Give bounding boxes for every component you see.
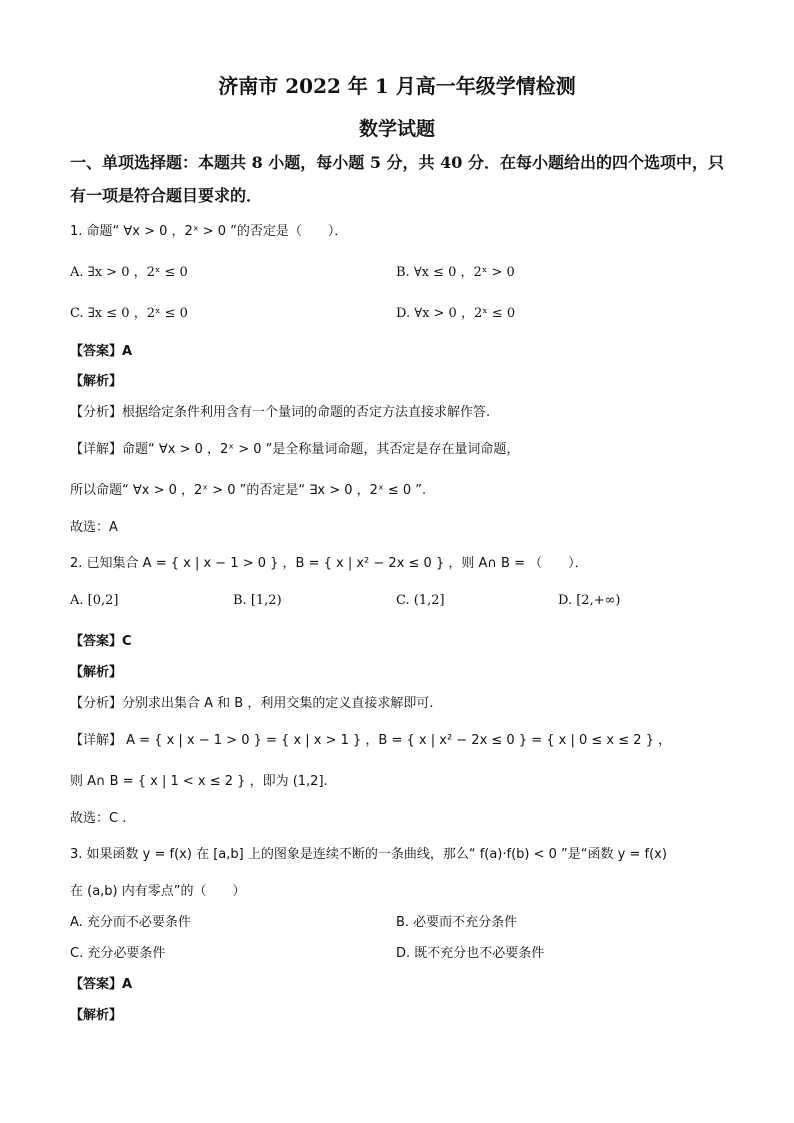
q2-stem: 2. 已知集合 A = { x | x − 1 > 0 } ，B = { x | x² − 2x ≤ 0 } ，则 A∩ B = （ ）．	[70, 556, 588, 571]
q3-analysis-label: 【解析】	[70, 1008, 123, 1023]
q3-option-c: C. 充分必要条件	[70, 946, 166, 961]
q3-stem-line2: 在 (a,b) 内有零点”的（ ）	[70, 884, 246, 899]
q2-analysis-label: 【解析】	[70, 665, 123, 680]
q2-option-d: D. [2,+∞)	[558, 593, 621, 608]
q3-option-b: B. 必要而不充分条件	[396, 915, 518, 930]
q1-detail-line1: 【详解】命题“ ∀x > 0 ，2ˣ > 0 ”是全称量词命题，其否定是存在量词命题，	[70, 442, 520, 457]
q2-option-a: A. [0,2]	[70, 593, 119, 608]
q3-stem-line1: 3. 如果函数 y = f(x) 在 [a,b] 上的图象是连续不断的一条曲线，那么“ f(a)·f(b) < 0 ”是“函数 y = f(x)	[70, 847, 667, 862]
q2-fenxi: 【分析】分别求出集合 A 和 B ，利用交集的定义直接求解即可.	[70, 696, 434, 711]
q3-option-a: A. 充分而不必要条件	[70, 915, 191, 930]
q2-detail-line1: 【详解】 A = { x | x − 1 > 0 } = { x | x > 1 } ，B = { x | x² − 2x ≤ 0 } = { x | 0 ≤ x ≤ 2 } ，	[70, 733, 672, 748]
q1-stem: 1. 命题“ ∀x > 0 ，2ˣ > 0 ”的否定是（ ）．	[70, 224, 348, 239]
q2-detail-line2: 则 A∩ B = { x | 1 < x ≤ 2 } ，即为 (1,2].	[70, 774, 328, 789]
q1-option-c: C. ∃x ≤ 0 ，2ˣ ≤ 0	[70, 306, 188, 321]
q1-answer: 【答案】A	[70, 344, 133, 359]
q1-option-b: B. ∀x ≤ 0 ，2ˣ > 0	[396, 265, 515, 280]
section-heading-line2: 有一项是符合题目要求的．	[70, 186, 263, 205]
q2-option-c: C. (1,2]	[396, 593, 445, 608]
q1-option-d: D. ∀x > 0 ，2ˣ ≤ 0	[396, 306, 516, 321]
q1-option-a: A. ∃x > 0 ，2ˣ ≤ 0	[70, 265, 188, 280]
q1-analysis-label: 【解析】	[70, 374, 123, 389]
q1-choose: 故选：A	[70, 520, 118, 535]
q2-option-b: B. [1,2)	[233, 593, 282, 608]
q2-choose: 故选：C .	[70, 811, 127, 826]
page-title: 济南市 2022 年 1 月高一年级学情检测	[218, 74, 576, 98]
q1-detail-line2: 所以命题“ ∀x > 0 ，2ˣ > 0 ”的否定是“ ∃x > 0 ，2ˣ ≤ 0 ”.	[70, 483, 427, 498]
q3-answer: 【答案】A	[70, 977, 133, 992]
q1-fenxi: 【分析】根据给定条件利用含有一个量词的命题的否定方法直接求解作答.	[70, 405, 491, 420]
page-subtitle: 数学试题	[358, 118, 435, 140]
section-heading-line1: 一、单项选择题：本题共 8 小题，每小题 5 分，共 40 分．在每小题给出的四个选项中，只	[70, 153, 724, 172]
q3-option-d: D. 既不充分也不必要条件	[396, 946, 545, 961]
q2-answer: 【答案】C	[70, 634, 132, 649]
